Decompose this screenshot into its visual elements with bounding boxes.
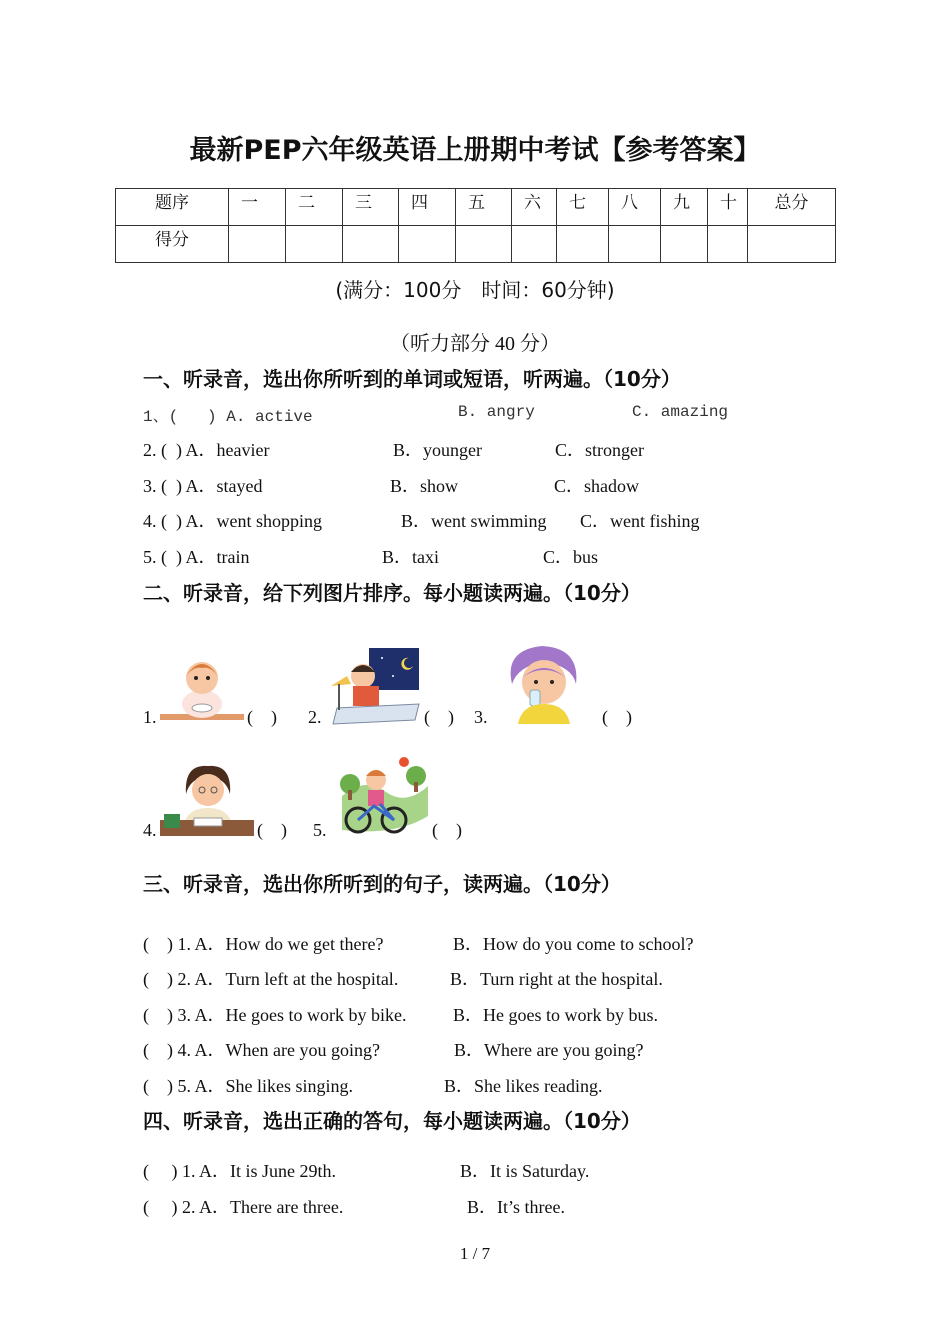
s2-blank-5[interactable]: ( ) (432, 820, 462, 840)
s3-q4-a: ( ) 4. A．When are you going? (143, 1040, 380, 1060)
s2-blank-2[interactable]: ( ) (424, 707, 454, 727)
score-cell[interactable] (399, 226, 456, 263)
s1-q1-b: B. angry (458, 403, 535, 421)
s2-blank-4[interactable]: ( ) (257, 820, 287, 840)
s3-q3-a: ( ) 3. A．He goes to work by bike. (143, 1005, 407, 1025)
score-row-label: 得分 (116, 226, 229, 263)
s1-q4-b: B．went swimming (401, 511, 547, 531)
score-table-score-row (116, 226, 836, 263)
s3-q1-b: B．How do you come to school? (453, 934, 694, 954)
s2-label-4: 4. (143, 820, 157, 840)
section-1-heading: 一、听录音，选出你所听到的单词或短语，听两遍。（10分） (143, 367, 681, 391)
girl-drinking-picture (504, 644, 584, 726)
s4-q1-b: B．It is Saturday. (460, 1161, 590, 1181)
s2-label-2: 2. (308, 707, 322, 727)
s1-q5-c: C．bus (543, 547, 599, 567)
score-table (115, 188, 836, 263)
score-header-cell: 十 (708, 189, 748, 226)
s3-q1-a: ( ) 1. A．How do we get there? (143, 934, 384, 954)
score-cell[interactable] (343, 226, 399, 263)
exam-subtitle: (满分：100分 时间：60分钟) (335, 278, 615, 302)
woman-writing-picture (160, 764, 256, 838)
score-header-cell: 七 (557, 189, 609, 226)
s1-q1-a: 1、( ) A. active (143, 408, 313, 426)
score-header-cell: 九 (661, 189, 708, 226)
s1-q3-a: 3. ( ) A．stayed (143, 476, 263, 496)
s2-blank-1[interactable]: ( ) (247, 707, 277, 727)
score-header-cell: 六 (512, 189, 557, 226)
score-cell[interactable] (456, 226, 512, 263)
score-header-cell: 三 (343, 189, 399, 226)
s1-q2-a: 2. ( ) A．heavier (143, 440, 270, 460)
score-table-header-row (116, 189, 836, 226)
listening-note: （听力部分 40 分） (390, 333, 560, 355)
score-cell[interactable] (512, 226, 557, 263)
page-number: 1 / 7 (459, 1244, 491, 1263)
s4-q2-a: ( ) 2. A．There are three. (143, 1197, 344, 1217)
score-header-cell: 八 (609, 189, 661, 226)
s4-q1-a: ( ) 1. A．It is June 29th. (143, 1161, 336, 1181)
section-4-heading: 四、听录音，选出正确的答句，每小题读两遍。（10分） (143, 1109, 641, 1133)
girl-eating-picture (160, 656, 246, 724)
score-header-cell: 二 (286, 189, 343, 226)
score-cell[interactable] (286, 226, 343, 263)
s3-q5-b: B．She likes reading. (444, 1076, 603, 1096)
score-header-cell: 题序 (116, 189, 229, 226)
s4-q2-b: B．It’s three. (467, 1197, 565, 1217)
s3-q4-b: B．Where are you going? (454, 1040, 644, 1060)
score-header-cell: 五 (456, 189, 512, 226)
s1-q5-a: 5. ( ) A．train (143, 547, 250, 567)
score-cell[interactable] (748, 226, 836, 263)
score-header-cell: 一 (229, 189, 286, 226)
score-cell[interactable] (557, 226, 609, 263)
score-cell[interactable] (609, 226, 661, 263)
s1-q4-a: 4. ( ) A．went shopping (143, 511, 322, 531)
score-cell[interactable] (661, 226, 708, 263)
s1-q4-c: C．went fishing (580, 511, 700, 531)
girl-cycling-picture (336, 756, 430, 836)
score-header-cell: 四 (399, 189, 456, 226)
s1-q2-c: C．stronger (555, 440, 644, 460)
page-title: 最新PEP六年级英语上册期中考试【参考答案】 (189, 135, 761, 166)
s3-q2-a: ( ) 2. A．Turn left at the hospital. (143, 969, 399, 989)
boy-reading-at-night-picture (327, 646, 421, 726)
score-header-cell: 总分 (748, 189, 836, 226)
s2-label-5: 5. (313, 820, 327, 840)
section-3-heading: 三、听录音，选出你所听到的句子，读两遍。（10分） (143, 872, 621, 896)
s1-q2-b: B．younger (393, 440, 482, 460)
s1-q3-b: B．show (390, 476, 459, 496)
s2-label-3: 3. (474, 707, 488, 727)
section-2-heading: 二、听录音，给下列图片排序。每小题读两遍。（10分） (143, 581, 641, 605)
score-cell[interactable] (229, 226, 286, 263)
s1-q3-c: C．shadow (554, 476, 639, 496)
score-cell[interactable] (708, 226, 748, 263)
s1-q5-b: B．taxi (382, 547, 439, 567)
s2-label-1: 1. (143, 707, 157, 727)
s1-q1-c: C. amazing (632, 403, 729, 421)
s2-blank-3[interactable]: ( ) (602, 707, 632, 727)
s3-q3-b: B．He goes to work by bus. (453, 1005, 658, 1025)
s3-q5-a: ( ) 5. A．She likes singing. (143, 1076, 353, 1096)
s3-q2-b: B．Turn right at the hospital. (450, 969, 663, 989)
